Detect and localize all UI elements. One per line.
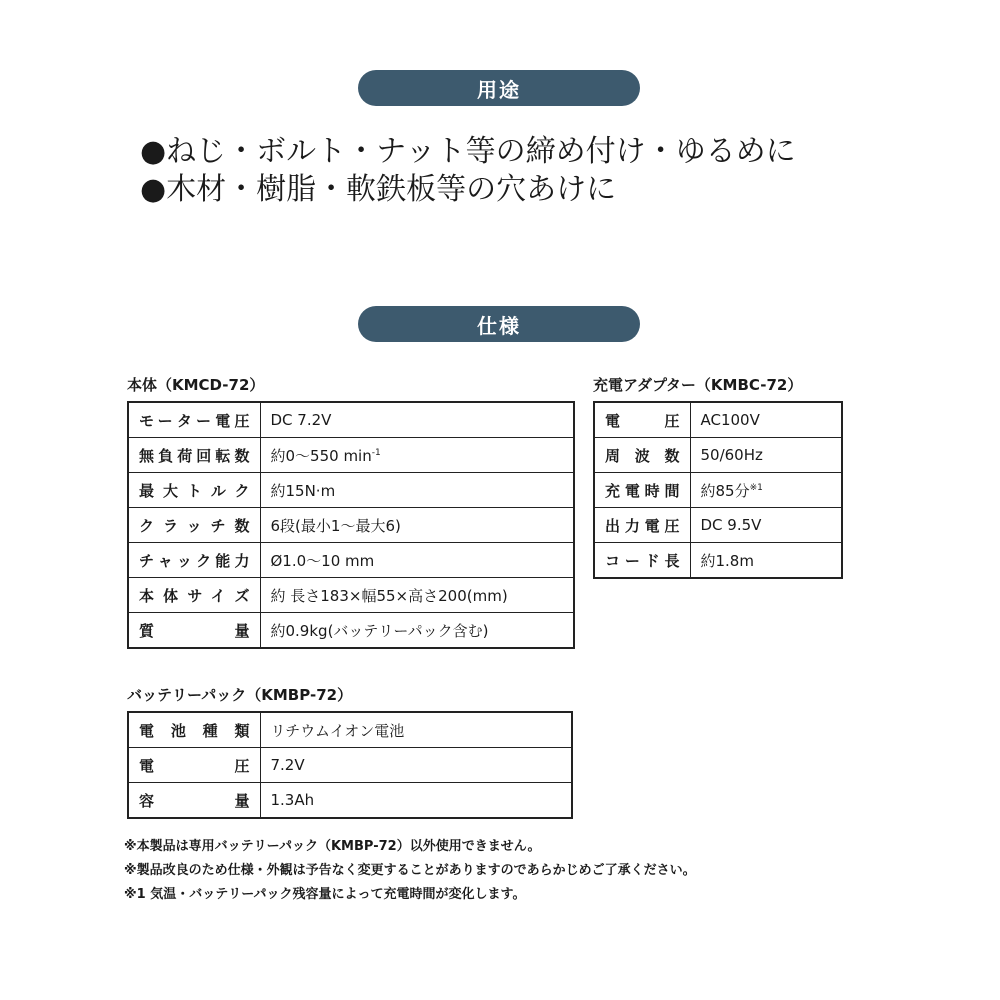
spec-value: [690, 473, 842, 508]
spec-row: [128, 402, 574, 438]
spec-row: [128, 783, 572, 819]
spec-value-text: 6段(最小1～最大6): [270, 516, 401, 535]
spec-value: [260, 438, 574, 473]
spec-key: 充電時間: [594, 473, 690, 508]
spec-value-text: 約1.8m: [700, 551, 754, 570]
spec-key: 周波数: [594, 438, 690, 473]
battery-spec-table: [127, 711, 573, 819]
spec-key: モーター電圧: [128, 402, 260, 438]
spec-value: [260, 473, 574, 508]
spec-value: [690, 402, 842, 438]
spec-row: [594, 508, 842, 543]
spec-row: [128, 613, 574, 649]
spec-row: [128, 543, 574, 578]
spec-value-text: 50/60Hz: [700, 446, 763, 464]
spec-row: [128, 508, 574, 543]
usage-list: [140, 133, 796, 209]
spec-row: [128, 578, 574, 613]
note: ※製品改良のため仕様・外観は予告なく変更することがありますのであらかじめご了承ください。: [124, 863, 696, 878]
spec-value: [260, 543, 574, 578]
note: ※1 気温・バッテリーパック残容量によって充電時間が変化します。: [124, 887, 526, 902]
adapter-caption: 充電アダプター（KMBC-72）: [593, 376, 803, 394]
spec-value: [260, 712, 572, 748]
spec-value-text: 1.3Ah: [270, 791, 315, 809]
spec-value-text: リチウムイオン電池: [270, 721, 405, 740]
usage-item: ●ねじ・ボルト・ナット等の締め付け・ゆるめに: [140, 134, 796, 169]
spec-value-text: DC 7.2V: [270, 411, 332, 429]
body-caption: 本体（KMCD-72）: [127, 376, 265, 394]
body-spec-table: [127, 401, 575, 649]
spec-key: 出力電圧: [594, 508, 690, 543]
spec-value: [260, 578, 574, 613]
spec-value: [260, 613, 574, 649]
spec-value-text: 約0～550 min: [270, 446, 372, 465]
spec-value: [260, 402, 574, 438]
spec-key: 電圧: [128, 748, 260, 783]
spec-value-text: 約0.9kg(バッテリーパック含む): [270, 621, 489, 640]
spec-key: 電池種類: [128, 712, 260, 748]
battery-caption: バッテリーパック（KMBP-72）: [127, 686, 353, 704]
spec-row: [594, 543, 842, 579]
spec-key: 電圧: [594, 402, 690, 438]
spec-value: [690, 438, 842, 473]
spec-row: [594, 402, 842, 438]
superscript: ※1: [749, 482, 763, 493]
spec-row: [594, 438, 842, 473]
spec-heading: 仕様: [358, 306, 640, 342]
adapter-spec-table: [593, 401, 843, 579]
spec-key: 無負荷回転数: [128, 438, 260, 473]
usage-heading: 用途: [358, 70, 640, 106]
spec-row: [128, 473, 574, 508]
spec-value: [260, 508, 574, 543]
spec-row: [128, 438, 574, 473]
spec-key: 容量: [128, 783, 260, 819]
spec-key: コード長: [594, 543, 690, 579]
spec-value-text: 約85分: [700, 481, 750, 500]
notes: [124, 835, 696, 907]
superscript: -1: [371, 447, 381, 458]
spec-value-text: Ø1.0～10 mm: [270, 551, 375, 570]
spec-key: クラッチ数: [128, 508, 260, 543]
note: ※本製品は専用バッテリーパック（KMBP-72）以外使用できません。: [124, 839, 541, 854]
spec-row: [594, 473, 842, 508]
spec-value: [690, 508, 842, 543]
spec-key: 質量: [128, 613, 260, 649]
spec-key: 本体サイズ: [128, 578, 260, 613]
spec-value-text: 7.2V: [270, 756, 305, 774]
usage-item: ●木材・樹脂・軟鉄板等の穴あけに: [140, 172, 617, 207]
spec-row: [128, 748, 572, 783]
spec-value-text: DC 9.5V: [700, 516, 762, 534]
spec-value: [260, 783, 572, 819]
spec-key: 最大トルク: [128, 473, 260, 508]
spec-value-text: AC100V: [700, 411, 760, 429]
spec-row: [128, 712, 572, 748]
spec-value: [260, 748, 572, 783]
spec-value-text: 約15N·m: [270, 481, 336, 500]
spec-value-text: 約 長さ183×幅55×高さ200(mm): [270, 586, 508, 605]
spec-value: [690, 543, 842, 579]
spec-key: チャック能力: [128, 543, 260, 578]
